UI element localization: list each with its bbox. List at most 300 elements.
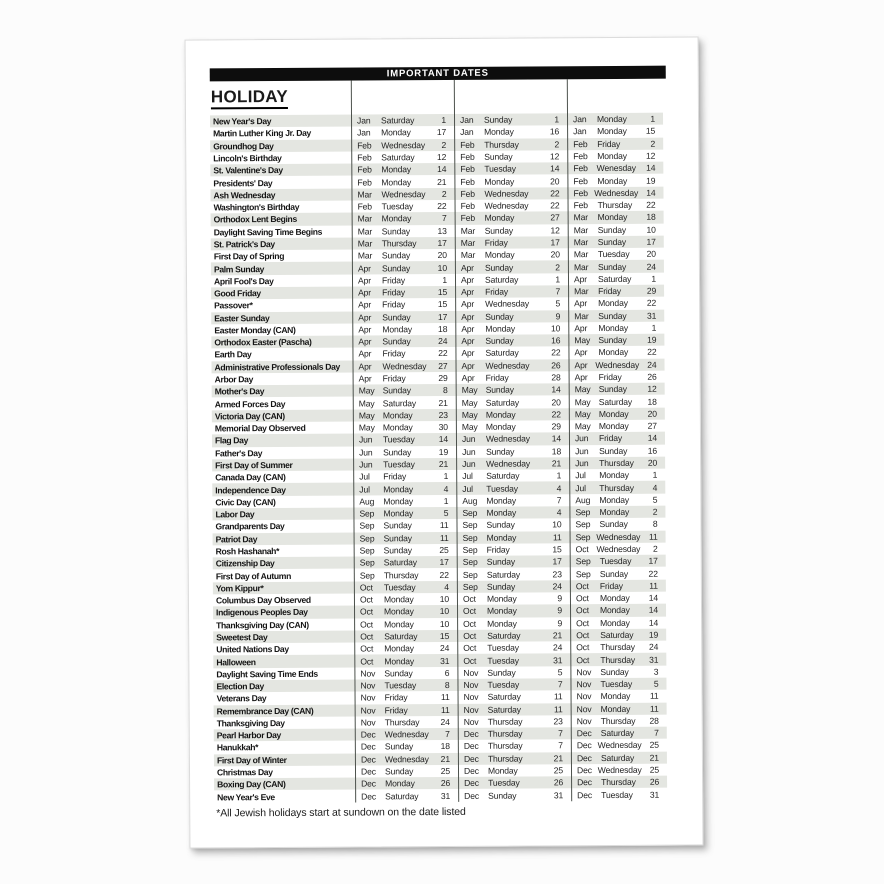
day-number: 22 <box>551 409 561 420</box>
weekday: Sunday <box>599 519 628 530</box>
year3-date-cell <box>571 777 667 788</box>
day-number: 20 <box>550 175 560 186</box>
day-number: 26 <box>553 777 564 788</box>
month-abbrev: Jul <box>462 471 473 482</box>
year1-date-cell <box>354 655 457 666</box>
year1-date-cell <box>351 115 454 126</box>
day-number: 12 <box>550 224 560 236</box>
weekday: Monday <box>487 618 517 629</box>
year1-date-cell <box>351 127 454 138</box>
weekday: Sunday <box>486 581 516 592</box>
holiday-name: Patriot Day <box>215 533 258 545</box>
month-abbrev: Sep <box>462 581 478 592</box>
year3-date-cell <box>567 151 663 162</box>
year1-date-cell <box>351 152 454 163</box>
day-number: 31 <box>649 789 660 800</box>
day-number: 1 <box>441 115 447 126</box>
day-number: 31 <box>440 790 451 801</box>
weekday: Monday <box>382 410 413 421</box>
year1-date-cell <box>353 422 456 433</box>
year3-date-cell <box>568 298 664 309</box>
day-number: 22 <box>551 347 561 358</box>
day-number: 17 <box>436 127 447 138</box>
weekday: Monday <box>381 176 412 187</box>
year1-date-cell <box>352 226 455 237</box>
day-number: 24 <box>438 336 448 347</box>
weekday: Wednesday <box>485 360 530 371</box>
day-number: 11 <box>439 520 449 531</box>
month-abbrev: Aug <box>359 496 375 507</box>
year2-date-cell <box>455 249 568 260</box>
month-abbrev: Jan <box>459 114 474 126</box>
weekday: Monday <box>597 150 627 162</box>
weekday: Sunday <box>383 545 412 556</box>
weekday: Thursday <box>600 642 635 653</box>
year3-date-cell <box>567 126 663 137</box>
year2-date-cell <box>455 262 568 273</box>
holiday-name: New Year's Day <box>213 116 272 127</box>
day-number: 27 <box>647 420 657 431</box>
day-number: 2 <box>652 506 658 517</box>
day-number: 4 <box>652 482 658 493</box>
day-number: 11 <box>553 703 563 714</box>
weekday: Tuesday <box>484 163 516 175</box>
month-abbrev: May <box>574 384 591 395</box>
weekday: Monday <box>485 409 516 420</box>
day-number: 10 <box>437 262 447 273</box>
month-abbrev: Feb <box>357 152 372 163</box>
year2-date-cell <box>455 225 568 236</box>
day-number: 14 <box>550 163 560 174</box>
weekday: Sunday <box>599 568 629 579</box>
holiday-name: Rosh Hashanah* <box>215 545 280 557</box>
day-number: 19 <box>438 446 449 457</box>
weekday: Wednesday <box>484 200 529 211</box>
day-number: 20 <box>647 408 657 419</box>
weekday: Friday <box>599 580 623 591</box>
month-abbrev: Feb <box>573 175 588 186</box>
day-number: 23 <box>552 568 562 579</box>
day-number: 11 <box>649 691 659 702</box>
year3-date-cell <box>568 359 664 370</box>
weekday: Monday <box>600 617 630 628</box>
weekday: Sunday <box>598 384 627 395</box>
month-abbrev: May <box>574 396 591 407</box>
weekday: Saturday <box>382 397 416 408</box>
month-abbrev: Apr <box>574 359 588 370</box>
year3-date-cell <box>571 716 667 727</box>
year2-date-cell <box>454 127 567 138</box>
year1-date-cell <box>351 176 454 187</box>
month-abbrev: Sep <box>462 544 478 555</box>
month-abbrev: May <box>358 422 375 433</box>
year2-date-cell <box>458 765 571 776</box>
year1-date-cell <box>354 569 457 580</box>
month-abbrev: Jun <box>574 433 589 444</box>
holiday-name: Orthodox Lent Begins <box>213 214 297 225</box>
day-number: 31 <box>440 655 450 666</box>
year3-date-cell <box>568 347 664 358</box>
day-number: 7 <box>654 727 659 738</box>
day-number: 1 <box>652 469 658 481</box>
holiday-name: Thanksgiving Day <box>216 717 285 729</box>
holiday-name: St. Patrick's Day <box>213 238 275 250</box>
weekday: Monday <box>381 127 411 138</box>
month-abbrev: Feb <box>357 176 372 188</box>
month-abbrev: Oct <box>575 580 589 592</box>
month-abbrev: Jun <box>461 434 476 445</box>
month-abbrev: Feb <box>460 200 475 212</box>
year3-date-cell <box>568 310 664 321</box>
month-abbrev: Apr <box>461 286 475 297</box>
weekday: Tuesday <box>384 680 417 691</box>
day-number: 15 <box>439 630 450 641</box>
month-abbrev: Dec <box>463 741 479 752</box>
month-abbrev: Dec <box>360 766 376 777</box>
page-title: HOLIDAY <box>211 87 288 109</box>
day-number: 12 <box>436 151 447 163</box>
weekday: Sunday <box>598 335 627 346</box>
month-abbrev: Mar <box>573 224 589 235</box>
year3-date-cell <box>567 187 663 198</box>
day-number: 26 <box>649 777 660 788</box>
month-abbrev: Jul <box>359 484 370 495</box>
month-abbrev: Feb <box>357 201 372 212</box>
weekday: Monday <box>598 322 629 333</box>
year2-date-cell <box>457 569 570 580</box>
day-number: 12 <box>645 150 656 161</box>
year1-date-cell <box>355 754 458 765</box>
month-abbrev: Mar <box>573 237 589 248</box>
year1-date-cell <box>355 778 458 789</box>
month-abbrev: Nov <box>360 668 376 679</box>
weekday: Sunday <box>599 445 628 456</box>
month-abbrev: Apr <box>574 323 588 334</box>
day-number: 6 <box>444 667 450 678</box>
holiday-name: Thanksgiving Day (CAN) <box>216 619 309 631</box>
month-abbrev: Sep <box>359 508 375 519</box>
day-number: 1 <box>554 114 560 125</box>
day-number: 17 <box>646 236 656 247</box>
day-number: 17 <box>437 237 447 248</box>
day-number: 29 <box>646 285 657 296</box>
month-abbrev: Oct <box>576 617 590 628</box>
month-abbrev: Nov <box>463 692 479 703</box>
holiday-name: St. Valentine's Day <box>213 165 283 176</box>
year2-date-cell <box>455 237 568 248</box>
day-number: 2 <box>555 261 560 272</box>
month-abbrev: Apr <box>358 324 372 335</box>
day-number: 17 <box>439 557 449 568</box>
holiday-name: Good Friday <box>214 288 261 299</box>
holiday-name: First Day of Summer <box>215 459 293 471</box>
month-abbrev: Dec <box>360 754 376 765</box>
year3-date-cell <box>569 495 665 506</box>
weekday: Friday <box>485 372 509 383</box>
year2-date-cell <box>458 741 571 752</box>
day-number: 9 <box>555 310 561 321</box>
month-abbrev: May <box>461 409 478 420</box>
important-dates-banner: IMPORTANT DATES <box>210 66 666 82</box>
month-abbrev: Oct <box>575 544 589 555</box>
weekday: Tuesday <box>601 789 633 800</box>
month-abbrev: Feb <box>460 213 476 224</box>
month-abbrev: Aug <box>462 495 478 506</box>
day-number: 26 <box>440 778 451 789</box>
holiday-name: Halloween <box>216 656 256 667</box>
holiday-name: Easter Monday (CAN) <box>214 324 296 336</box>
month-abbrev: Apr <box>574 372 588 383</box>
month-abbrev: Feb <box>357 140 372 151</box>
weekday: Tuesday <box>487 655 519 666</box>
month-abbrev: Mar <box>460 250 476 261</box>
day-number: 7 <box>556 495 562 506</box>
holiday-table <box>210 113 667 804</box>
month-abbrev: Oct <box>360 619 374 630</box>
month-abbrev: Apr <box>460 262 474 273</box>
month-abbrev: Feb <box>460 164 475 175</box>
weekday: Wednesday <box>382 360 427 372</box>
year1-date-cell <box>354 533 457 544</box>
holiday-name: Washington's Birthday <box>213 201 300 213</box>
weekday: Saturday <box>385 790 419 801</box>
day-number: 14 <box>648 605 659 616</box>
weekday: Wednesday <box>594 187 639 198</box>
month-abbrev: Dec <box>360 729 376 740</box>
year1-date-cell <box>352 299 455 310</box>
weekday: Monday <box>484 212 515 224</box>
year3-date-cell <box>568 261 664 272</box>
weekday: Sunday <box>383 532 412 544</box>
holiday-name: Christmas Day <box>216 767 273 778</box>
month-abbrev: Oct <box>576 642 590 653</box>
day-number: 1 <box>555 274 561 285</box>
day-number: 19 <box>647 334 657 345</box>
day-number: 20 <box>551 396 561 407</box>
day-number: 1 <box>556 470 562 481</box>
weekday: Saturday <box>485 397 519 408</box>
month-abbrev: Feb <box>460 188 475 199</box>
month-abbrev: Nov <box>463 667 479 678</box>
day-number: 14 <box>437 164 447 175</box>
day-number: 10 <box>439 606 450 617</box>
year2-date-cell <box>455 274 568 285</box>
day-number: 2 <box>441 188 447 199</box>
year2-date-cell <box>457 581 570 592</box>
month-abbrev: Mar <box>357 238 373 249</box>
holiday-name: Columbus Day Observed <box>215 594 311 606</box>
year2-date-cell <box>455 200 568 211</box>
month-abbrev: Jul <box>575 470 586 481</box>
holiday-name: United Nations Day <box>216 644 289 655</box>
day-number: 21 <box>438 397 448 408</box>
day-number: 7 <box>555 286 561 297</box>
year1-date-cell <box>352 348 455 359</box>
month-abbrev: Apr <box>461 372 475 383</box>
day-number: 14 <box>646 162 656 174</box>
year2-date-cell <box>456 421 569 432</box>
holiday-name: Remembrance Day (CAN) <box>216 705 314 717</box>
weekday: Saturday <box>485 348 519 359</box>
weekday: Sunday <box>488 790 517 801</box>
month-abbrev: Sep <box>575 507 591 518</box>
year2-date-cell <box>456 409 569 420</box>
day-number: 17 <box>550 237 560 248</box>
year1-date-cell <box>353 385 456 396</box>
day-number: 17 <box>552 556 562 567</box>
weekday: Monday <box>487 765 518 776</box>
weekday: Monday <box>596 114 627 125</box>
year1-date-cell <box>352 250 455 261</box>
weekday: Monday <box>381 213 412 224</box>
weekday: Friday <box>383 471 407 482</box>
weekday: Sunday <box>485 335 514 346</box>
day-number: 22 <box>648 568 658 579</box>
month-abbrev: Mar <box>357 226 373 237</box>
weekday: Tuesday <box>486 483 518 494</box>
month-abbrev: Sep <box>359 520 375 531</box>
holiday-name: Citizenship Day <box>215 558 275 569</box>
day-number: 31 <box>553 789 564 800</box>
year3-date-cell <box>571 691 667 702</box>
day-number: 5 <box>555 298 561 309</box>
day-number: 31 <box>553 654 563 665</box>
month-abbrev: Apr <box>357 275 371 286</box>
weekday: Monday <box>597 212 628 223</box>
year3-date-cell <box>570 531 666 542</box>
weekday: Saturday <box>384 631 418 642</box>
year3-date-cell <box>568 224 664 235</box>
weekday: Thursday <box>383 569 419 580</box>
day-number: 13 <box>437 225 447 236</box>
holiday-name: First Day of Autumn <box>215 570 291 581</box>
month-abbrev: Dec <box>576 752 592 763</box>
day-number: 22 <box>550 188 560 199</box>
weekday: Wednesday <box>486 458 531 469</box>
day-number: 16 <box>647 445 658 456</box>
weekday: Monday <box>599 470 629 481</box>
weekday: Monday <box>384 655 415 666</box>
weekday: Monday <box>597 175 628 186</box>
holiday-name: Groundhog Day <box>213 140 274 152</box>
year2-date-cell <box>456 385 569 396</box>
day-number: 10 <box>551 323 561 334</box>
day-number: 4 <box>444 581 449 592</box>
year3-date-cell <box>567 138 663 149</box>
day-number: 23 <box>553 716 563 727</box>
holiday-name: Boxing Day (CAN) <box>217 779 286 790</box>
year2-date-cell <box>457 618 570 629</box>
year1-date-cell <box>353 508 456 519</box>
day-number: 24 <box>439 643 450 654</box>
year2-date-cell <box>455 213 568 224</box>
day-number: 24 <box>552 581 562 592</box>
year3-date-cell <box>570 642 666 653</box>
month-abbrev: Nov <box>576 716 592 727</box>
weekday: Monday <box>383 483 414 494</box>
day-number: 21 <box>437 176 447 187</box>
month-abbrev: Apr <box>574 347 588 358</box>
year2-date-cell <box>455 323 568 334</box>
holiday-name: Veterans Day <box>216 693 267 704</box>
day-number: 23 <box>438 409 448 420</box>
year2-date-cell <box>454 188 567 199</box>
holiday-name: Canada Day (CAN) <box>215 472 286 483</box>
day-number: 21 <box>551 458 562 469</box>
holiday-name: Hanukkah* <box>216 742 259 753</box>
day-number: 20 <box>437 250 447 261</box>
year2-date-cell <box>455 335 568 346</box>
month-abbrev: Jan <box>572 114 587 125</box>
day-number: 7 <box>558 728 563 739</box>
year2-date-cell <box>457 606 570 617</box>
month-abbrev: Sep <box>575 531 591 542</box>
weekday: Friday <box>384 704 408 716</box>
month-abbrev: Oct <box>575 605 589 616</box>
holiday-name: Armed Forces Day <box>214 398 286 410</box>
month-abbrev: Dec <box>464 778 479 789</box>
year3-date-cell <box>570 593 666 604</box>
weekday: Wednesday <box>384 753 429 765</box>
day-number: 18 <box>646 212 656 223</box>
weekday: Sunday <box>485 384 514 396</box>
weekday: Thursday <box>487 728 523 739</box>
month-abbrev: Sep <box>359 533 375 544</box>
day-number: 25 <box>553 765 564 776</box>
month-abbrev: Feb <box>357 164 372 175</box>
holiday-name: April Fool's Day <box>213 275 274 287</box>
day-number: 16 <box>551 335 561 346</box>
day-number: 28 <box>649 715 659 726</box>
month-abbrev: Dec <box>463 728 479 740</box>
year1-date-cell <box>353 496 456 507</box>
month-abbrev: Oct <box>463 630 477 641</box>
year1-date-cell <box>351 189 454 200</box>
month-abbrev: Sep <box>462 532 478 543</box>
holiday-name: Presidents' Day <box>213 177 273 188</box>
year1-date-cell <box>355 729 458 740</box>
weekday: Monday <box>382 422 413 433</box>
weekday: Monday <box>484 249 515 260</box>
month-abbrev: Feb <box>573 151 588 162</box>
month-abbrev: Jun <box>575 445 589 456</box>
month-abbrev: Sep <box>575 568 591 579</box>
month-abbrev: Mar <box>574 310 589 321</box>
weekday: Wednesday <box>384 729 429 740</box>
planner-page <box>185 36 704 848</box>
day-number: 25 <box>649 764 660 775</box>
weekday: Sunday <box>381 250 411 261</box>
day-number: 7 <box>441 213 447 224</box>
month-abbrev: Oct <box>359 582 373 593</box>
day-number: 15 <box>437 287 448 298</box>
year1-date-cell <box>353 434 456 445</box>
day-number: 14 <box>646 187 656 198</box>
table-row <box>214 788 667 803</box>
weekday: Sunday <box>598 310 627 321</box>
holiday-name: Easter Sunday <box>214 312 270 324</box>
weekday: Friday <box>382 287 406 298</box>
holiday-name: Daylight Saving Time Begins <box>213 226 323 238</box>
month-abbrev: Feb <box>460 176 475 187</box>
month-abbrev: Dec <box>577 789 593 800</box>
day-number: 14 <box>648 617 659 628</box>
year2-date-cell <box>455 299 568 310</box>
holiday-name: Father's Day <box>215 447 263 459</box>
day-number: 29 <box>438 373 448 384</box>
year2-date-cell <box>457 593 570 604</box>
month-abbrev: Feb <box>460 139 475 150</box>
